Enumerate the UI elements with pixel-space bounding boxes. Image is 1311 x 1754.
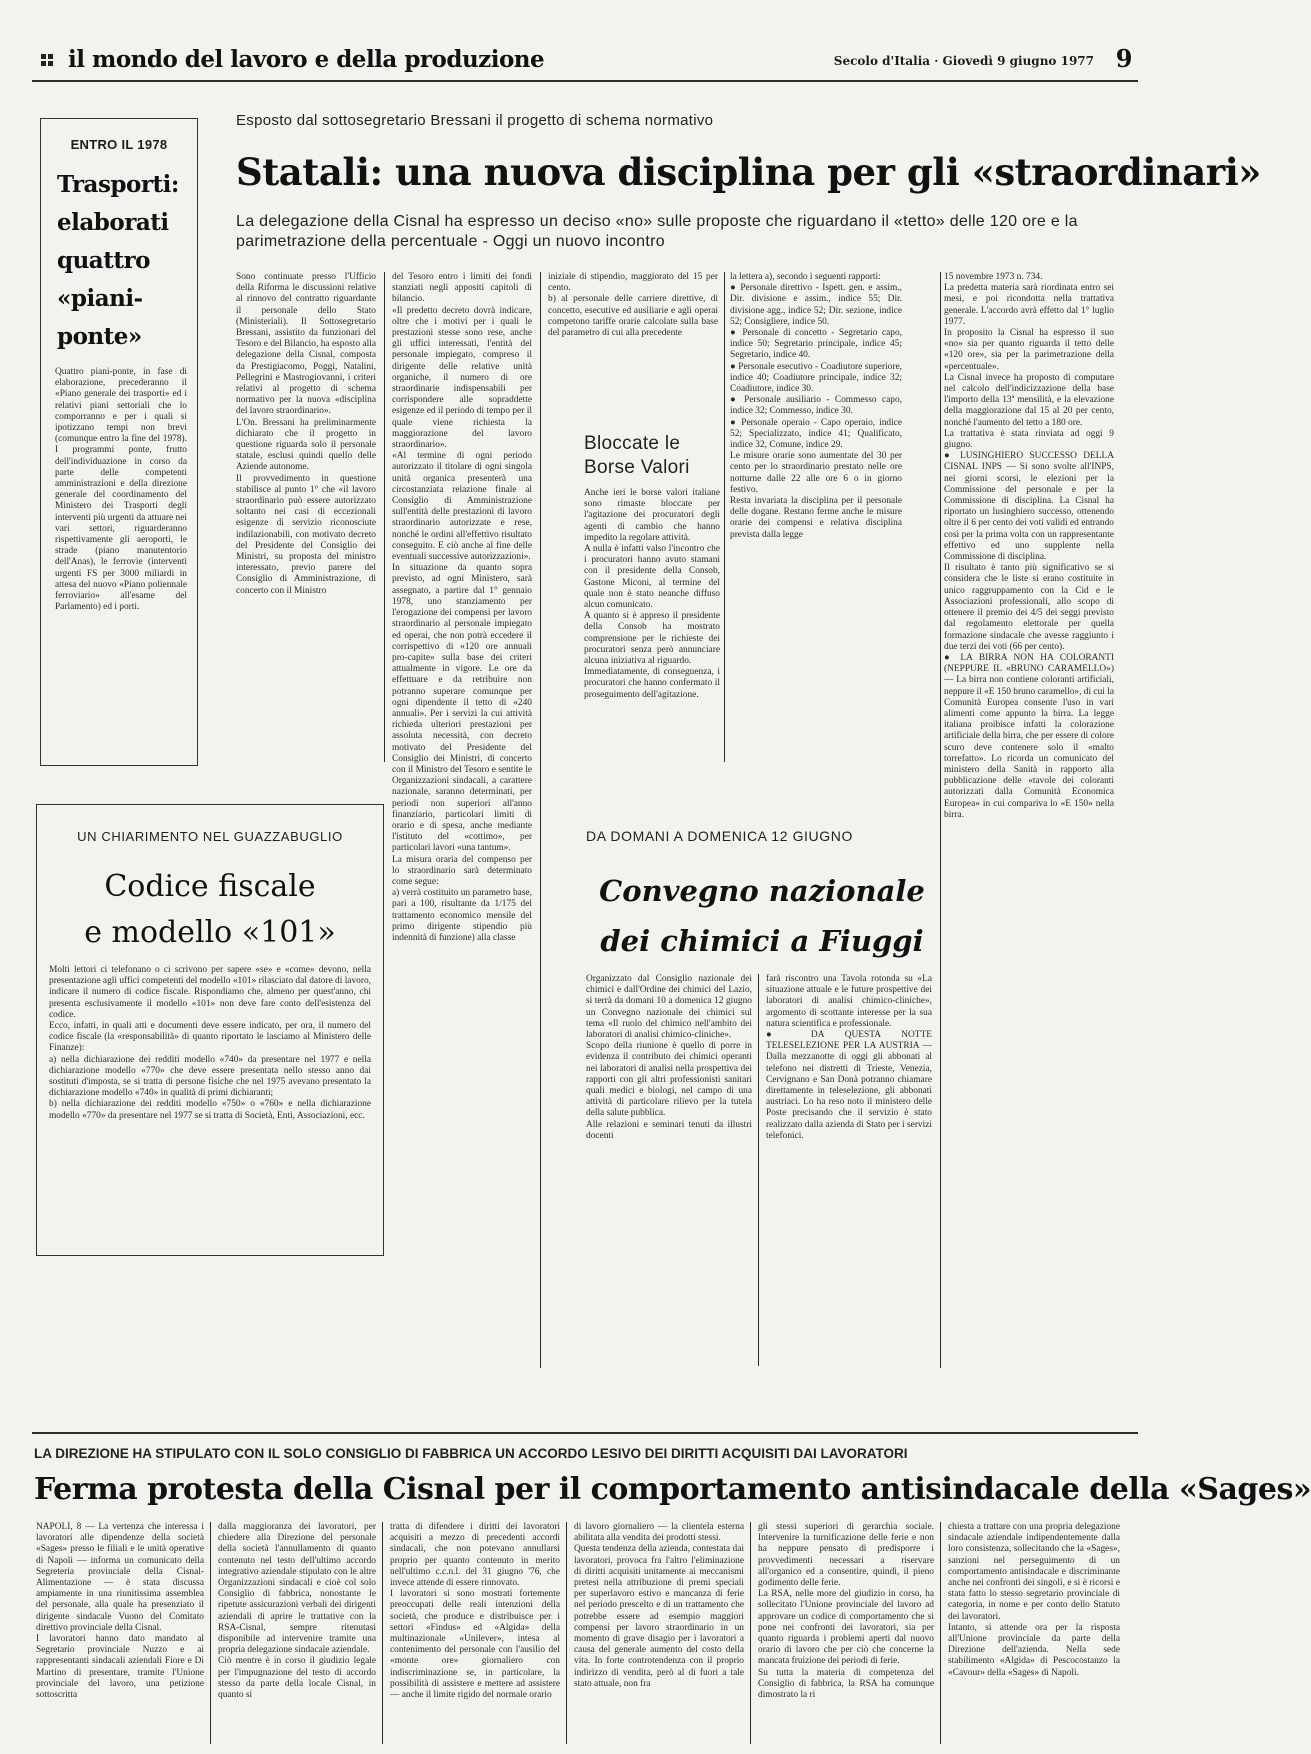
trasporti-title-line-4: «piani- <box>57 285 143 312</box>
trasporti-kicker: ENTRO IL 1978 <box>70 137 168 152</box>
masthead-rule <box>32 80 1138 82</box>
main-kicker: Esposto dal sottosegretario Bressani il progetto di schema normativo <box>236 112 714 129</box>
codice-kicker: UN CHIARIMENTO NEL GUAZZABUGLIO <box>77 829 343 844</box>
bottom-col-3: tratta di difendere i diritti dei lavoratori acquisiti a mezzo di precedenti accordi sindacali, che non potevano annullarsi proprio per quanto contenuto in merito nell'ultimo c.c.n.l. del 31 giugno '76, che invece attende di essere rinnovato. I lavoratori si sono mostrati fortemente preoccupati delle reali intenzioni della società, che produce e distribuisce per i settori «Findus» ed «Algida» della multinazionale «Unilever», intesa al contenimento del personale con l'ausilio del «monte ore» giornaliero con indiscriminazione se, in particolare, la possibilità di assistere e mettere ad assistere — anche il limite rigido del normale orario <box>390 1522 560 1701</box>
codice-box <box>36 804 384 1256</box>
bottom-col-4: di lavoro giornaliero — la clientela esterna abilitata alla vendita dei prodotti stessi. Questa tendenza della azienda, contestata dai lavoratori, provoca fra l'altro l'eliminazione di diritti acquisiti unitamente ai meccanismi pretesi nella attribuzione di premi speciali per superlavoro estivo e mancanza di ferie nel periodo prescelto e di un trattamento che potrebbe essere ad esempio maggiori compensi per lavoro straordinario in un momento di grave disagio per i lavoratori a causa del generale aumento del costo della vita. In forte controtendenza con il proprio indirizzo di vendita, però al di fuori a tale stato attuale, non fra <box>574 1522 744 1689</box>
main-article-col-1: Sono continuate presso l'Ufficio della Riforma le discussioni relative al rinnovo del contratto riguardante il personale dello Stato (Ministeriali). Il Sottosegretario Bressani, assistito da funzionari del Tesoro e del Bilancio, ha esposto alla delegazione della Cisnal, composta da Prestigiacomo, Poggi, Natalini, Pellegrini e Mastrogiovanni, i criteri relativi al progetto di schema normativo per la nuova «disciplina del lavoro straordinario». L'On. Bressani ha preliminarmente dichiarato che il progetto in questione riguarda solo il personale statale, esclusi quindi quello delle Aziende autonome. Il provvedimento in questione stabilisce al punto 1° che «il lavoro straordinario può essere autorizzato soltanto nei casi di eccezionali esigenze di servizio riconosciute indilazionabili, con motivato decreto del Presidente del Consiglio dei Ministri, su proposta del ministro interessato, previo parere del Consiglio di Amministrazione, di concerto con il Ministro <box>236 272 376 596</box>
column-divider <box>940 272 941 1368</box>
borse-title: Bloccate le Borse Valori <box>584 433 690 478</box>
trasporti-title-line-2: elaborati <box>57 209 169 236</box>
bottom-col-2: dalla maggioranza dei lavoratori, per chiedere alla Direzione del personale della società l'annullamento di quanto contenuto nel testo dell'ultimo accordo integrativo aziendale stipulato con le altre Organizzazioni sindacali e cioè col solo Consiglio di fabbrica, nonostante le ripetute assicurazioni verbali dei dirigenti aziendali di aprire le trattative con la RSA-Cisnal, sempre ritenutasi disponibile ad intervenire tramite una propria delegazione sindacale aziendale. Ciò mentre è in corso il giudizio legale per l'impugnazione del testo di accordo stesso da parte della locale Cisnal, in quanto si <box>218 1522 376 1701</box>
borse-body: Anche ieri le borse valori italiane sono rimaste bloccate per l'agitazione dei procuratori degli agenti di cambio che hanno impedito la regolare attività. A nulla è infatti valso l'incontro che i procuratori hanno avuto stamani con il presidente della Consob, Gastone Miconi, al termine del quale non è stato neanche diffuso alcun comunicato. A quanto si è appreso il presidente della Consob ha mostrato comprensione per le richieste dei procuratori senza però annunciare alcuna iniziativa al riguardo. Immediatamente, di conseguenza, i procuratori che hanno confermato il proseguimento dell'agitazione. <box>584 488 720 700</box>
trasporti-title-line-1: Trasporti: <box>57 171 179 198</box>
bottom-col-6: chiesta a trattare con una propria delegazione sindacale aziendale indipendentemente dalla loro consistenza, sollecitando che la «Sages», sanzioni nel perseguimento di un comportamento antisindacale e discriminante anche nei confronti dei singoli, e si è ricorsi e stata fatto lo stesso segretario provinciale di categoria, in nome e per conto dello Statuto dei lavoratori. Intanto, si attende ora per la risposta all'Unione provinciale da parte della Direzione dell'azienda. Nella sede stabilimento «Algida» di Pescocostanzo la «Cavour» della «Sages» di Napoli. <box>948 1522 1120 1678</box>
column-divider <box>940 1522 941 1744</box>
chimici-col-1: Organizzato dal Consiglio nazionale dei chimici e dall'Ordine dei chimici del Lazio, si terrà da domani 10 a domenica 12 giugno un Convegno nazionale dei chimici sul tema «Il ruolo del chimico nell'ambito dei laboratori di analisi chimico-cliniche». Scopo della riunione è quello di porre in evidenza il contributo dei chimici operanti nei laboratori di analisi nella prospettiva dei rapporti con gli altri professionisti sanitari quali medici e biologi, nel campo di una attività di particolare rilievo per la tutela della salute pubblica. Alle relazioni e seminari tenuti da illustri docenti <box>586 974 752 1141</box>
codice-title-line-2: e modello «101» <box>84 915 336 950</box>
column-divider <box>540 272 541 1368</box>
column-divider <box>750 1522 751 1744</box>
column-divider <box>384 272 385 762</box>
section-title: il mondo del lavoro e della produzione <box>68 46 545 73</box>
trasporti-title-line-3: quattro <box>57 247 150 274</box>
main-article-col-4: la lettera a), secondo i seguenti rapporti: ● Personale direttivo - Ispett. gen. e assim., Dir. divisione e assim., indice 55; Dir. divisione agg., indice 52; Dir. sezione, indice 52; Consigliere, indice 50. ● Personale di concetto - Segretario capo, indice 50; Segretario principale, indice 45; Segretario, indice 40. ● Personale esecutivo - Coadiutore superiore, indice 40; Coadiutore principale, indice 32; Coadiutore, indice 30. ● Personale ausiliario - Commesso capo, indice 32; Commesso, indice 30. ● Personale operaio - Capo operaio, indice 52; Specializzato, indice 41; Qualificato, indice 32, Comune, indice 29. Le misure orarie sono aumentate del 30 per cento per lo straordinario prestato nelle ore notturne dalle 22 alle ore 6 o in giorno festivo. Resta invariata la disciplina per il personale delle dogane. Restano ferme anche le misure orarie dei compensi e relativa disciplina prevista dalla legge <box>730 272 902 540</box>
trasporti-body: Quattro piani-ponte, in fase di elaborazione, precederanno il «Piano generale dei trasporti» ed i relativi piani settoriali che lo comporranno e per i quali si ipotizzano tempi non brevi (comunque entro la fine del 1978). I programmi ponte, frutto dell'individuazione in corso da parte delle competenti amministrazioni e della direzione generale del coordinamento del Ministero dei Trasporti degli interventi più urgenti da attuare nei vari settori, riguarderanno rispettivamente gli aeroporti, le strade (piano manutentorio dell'Anas), le ferrovie (interventi urgenti FS per 3000 miliardi in attesa del nuovo «Piano poliennale ferroviario» all'esame del Parlamento) ed i porti. <box>55 367 190 613</box>
trasporti-box <box>40 118 198 766</box>
masthead-emblem-icon <box>40 52 54 66</box>
bottom-col-5: gli stessi superiori di gerarchia sociale. Intervenire la turnificazione delle ferie e non ha neppure pensato di predisporre i provvedimenti necessari a riservare all'organico ed a consentire, quindi, il pieno godimento delle ferie. La RSA, nelle more del giudizio in corso, ha sollecitato l'Unione provinciale del lavoro ad approvare un codice di comportamento che si pone nei confronti dei lavoratori, sia per quanto riguarda i problemi aperti dal nuovo orario di lavoro che per ciò che concerne la mancata fruizione dei periodi di ferie. Su tutta la materia di competenza del Consiglio di fabbrica, la RSA ha comunque dimostrato la ri <box>758 1522 934 1701</box>
main-headline: Statali: una nuova disciplina per gli «straordinari» <box>236 150 1261 194</box>
main-article-col-3: iniziale di stipendio, maggiorato del 15 per cento. b) al personale delle carriere direttive, di concetto, esecutive ed ausiliarie e agli operai competono tariffe orarie calcolate sulla base del parametro di cui alla precedente <box>548 272 718 339</box>
column-divider <box>210 1522 211 1744</box>
codice-title-line-1: Codice fiscale <box>104 869 316 904</box>
main-article-col-2: del Tesoro entro i limiti dei fondi stanziati negli appositi capitoli di bilancio. «Il predetto decreto dovrà indicare, oltre che i motivi per i quali le prestazioni stesse sono rese, anche gli uffici interessati, l'entità del personale impiegato, compreso il dirigente delle relative unità organiche, il numero di ore straordinarie indispensabili per corrispondere alle sopraddette esigenze ed il periodo di tempo per il quale viene richiesta la maggiorazione del lavoro straordinario». «Al termine di ogni periodo autorizzato il titolare di ogni singola unità organica presenterà una circostanziata relazione finale al Consiglio di Amministrazione sull'entità delle prestazioni di lavoro straordinario autorizzate e rese, nonché le ordini all'effettivo risultato conseguito. E ciò anche al fine delle eventuali successive autorizzazioni». In situazione da quanto sopra previsto, ad ogni Ministero, sarà assegnato, a partire dal 1° gennaio 1978, uno stanziamento per l'erogazione dei compensi per lavoro straordinario al personale impiegato ed operai, che non potrà eccedere il corrispettivo di «120 ore annuali pro-capite» sulla base dei criteri attualmente in vigore. Le ore da effettuare e da retribuire non potranno superare comunque per ogni dipendente il tetto di «240 annuali». Per i servizi la cui attività richieda ulteriori prestazioni per assoluta necessità, con decreto motivato del Presidente del Consiglio dei Ministri, di concerto con il Ministro del Tesoro e sentite le Organizzazioni sindacali, a carattere nazionale, saranno determinati, per periodi non superiori all'anno finanziario, particolari limiti di orario e di spesa, anche mediante l'istituto del «cottimo», per particolari lavori «una tantum». La misura oraria del compenso per lo straordinario sarà determinato come segue: a) verrà costituito un parametro base, pari a 100, risultante da 1/175 del trattamento economico mensile del primo dirigente stipendio più indennità di funzione) alla classe <box>392 272 532 943</box>
chimici-kicker: DA DOMANI A DOMENICA 12 GIUGNO <box>586 828 853 844</box>
bottom-col-1: NAPOLI, 8 — La vertenza che interessa i lavoratori alle dipendenze della società «Sages» presso le filiali e le unità operative di Napoli — informa un comunicato della Segreteria provinciale della Cisnal-Alimentazione — è stata discussa ampiamente in una riunitissima assemblea del personale, alla quale ha presenziato il dirigente sindacale Vuono del Comitato direttivo provinciale della Cisnal. I lavoratori hanno dato mandato al Segretario provinciale Nuzzo e ai rappresentanti sindacali aziendali Fiore e Di Martino di presentare, tramite l'Unione provinciale del lavoro, una petizione sottoscritta <box>36 1522 204 1701</box>
main-deck: La delegazione della Cisnal ha espresso un deciso «no» sulle proposte che riguardano il «tetto» delle 120 ore e la parimetrazione della percentuale - Oggi un nuovo incontro <box>236 213 1078 250</box>
bottom-article-rule <box>32 1432 1138 1434</box>
column-divider <box>758 974 759 1366</box>
borse-box <box>580 408 722 764</box>
newspaper-date: Secolo d'Italia · Giovedì 9 giugno 1977 <box>833 54 1094 68</box>
chimici-col-2: farà riscontro una Tavola rotonda su «La situazione attuale e le future prospettive dei laboratori di analisi chimico-cliniche», argomento di scottante interesse per la sua natura scientifica e professionale. ● DA QUESTA NOTTE TELESELEZIONE PER LA AUSTRIA — Dalla mezzanotte di oggi gli abbonati al telefono nei distretti di Trieste, Venezia, Cervignano e San Donà potranno chiamare direttamente in teleselezione, gli abbonati austriaci. Lo ha reso noto il ministero delle Poste precisando che il servizio è stato realizzato dalla azienda di Stato per i servizi telefonici. <box>766 974 932 1141</box>
page-number: 9 <box>1115 44 1132 73</box>
masthead <box>32 40 1138 80</box>
chimici-title-line-2: dei chimici a Fiuggi <box>600 924 924 958</box>
right-column-body: 15 novembre 1973 n. 734. La predetta materia sarà riordinata entro sei mesi, e poi ricondotta nella trattativa generale. L'accordo avrà effetto dal 1° luglio 1977. In proposito la Cisnal ha espresso il suo «no» sia per quanto riguarda il tetto delle «120 ore», sia per la parimetrazione della «percentuale». La Cisnal invece ha proposto di computare nel calcolo dell'indicizzazione della base l'importo della 13ª mensilità, e la elevazione della maggiorazione dal 15 al 20 per cento, nonché l'aumento del tetto a 180 ore. La trattativa è stata rinviata ad oggi 9 giugno. ● LUSINGHIERO SUCCESSO DELLA CISNAL INPS — Si sono svolte all'INPS, nei giorni scorsi, le elezioni per la Commissione del personale e per la Commissione di disciplina. La Cisnal ha riportato un lusinghiero successo, ottenendo oltre il 6 per cento dei voti validi ed entrando così per la prima volta con un rappresentante effettivo ed uno supplente nella Commissione di disciplina. Il risultato è tanto più significativo se si considera che le liste si erano costituite in unico raggruppamento con la Cid e le Associazioni professionali, allo scopo di ottenere il premio dei 4/5 dei seggi previsto dal regolamento elettorale per quella formazione sindacale che avesse raggiunto i due terzi dei voti (66 per cento). ● LA BIRRA NON HA COLORANTI (NEPPURE IL «BRUNO CARAMELLO») — La birra non contiene coloranti artificiali, neppure il «E 150 bruno caramello», di cui la Comunità Europea consente l'uso in vari alimenti come appunto la birra. La legge italiana proibisce infatti la colorazione artificiale della birra, che per essere di colore scuro deve contenere solo il «malto torrefatto». Lo ricorda un comunicato del ministero della Sanità in rapporto alla pubblicazione delle «tavole dei coloranti autorizzati dalla Comunità Economica Europea» in cui compariva lo «E 150» nella birra. <box>944 272 1114 820</box>
chimici-box <box>586 818 938 1370</box>
bottom-headline: Ferma protesta della Cisnal per il comportamento antisindacale della «Sages» <box>34 1472 1311 1507</box>
column-divider <box>566 1522 567 1744</box>
column-divider <box>382 1522 383 1744</box>
codice-body: Molti lettori ci telefonano o ci scrivono per sapere «se» e «come» devono, nella presentazione agli uffici competenti del modello «101» rilasciato dal datore di lavoro, indicare il numero di codice fiscale. Rispondiamo che, almeno per quest'anno, chi presenta esclusivamente il modello «101» non deve fare conto dell'esistenza del codice. Ecco, infatti, in quali atti e documenti deve essere indicato, per ora, il numero del codice fiscale (la «responsabilità» di quanto riportato le lasciamo al Ministero delle Finanze): a) nella dichiarazione dei redditi modello «740» da presentare nel 1977 e nella dichiarazione modello «770» che deve essere presentata nello stesso anno dai sostituti d'imposta, se si tratta di persone fisiche che nel 1975 avevano presentato la dichiarazione modello «740» in qualità di primi dichiaranti; b) nella dichiarazione dei redditi modello «750» o «760» e nella dichiarazione modello «770» da presentare nel 1977 se si tratta di Società, Enti, Associazioni, ecc. <box>49 965 371 1121</box>
bottom-kicker: LA DIREZIONE HA STIPULATO CON IL SOLO CONSIGLIO DI FABBRICA UN ACCORDO LESIVO DEI DIRITTI ACQUISITI DAI LAVORATORI <box>34 1446 908 1461</box>
chimici-title-line-1: Convegno nazionale <box>599 874 925 908</box>
trasporti-title-line-5: ponte» <box>57 323 142 350</box>
column-divider <box>724 272 725 762</box>
